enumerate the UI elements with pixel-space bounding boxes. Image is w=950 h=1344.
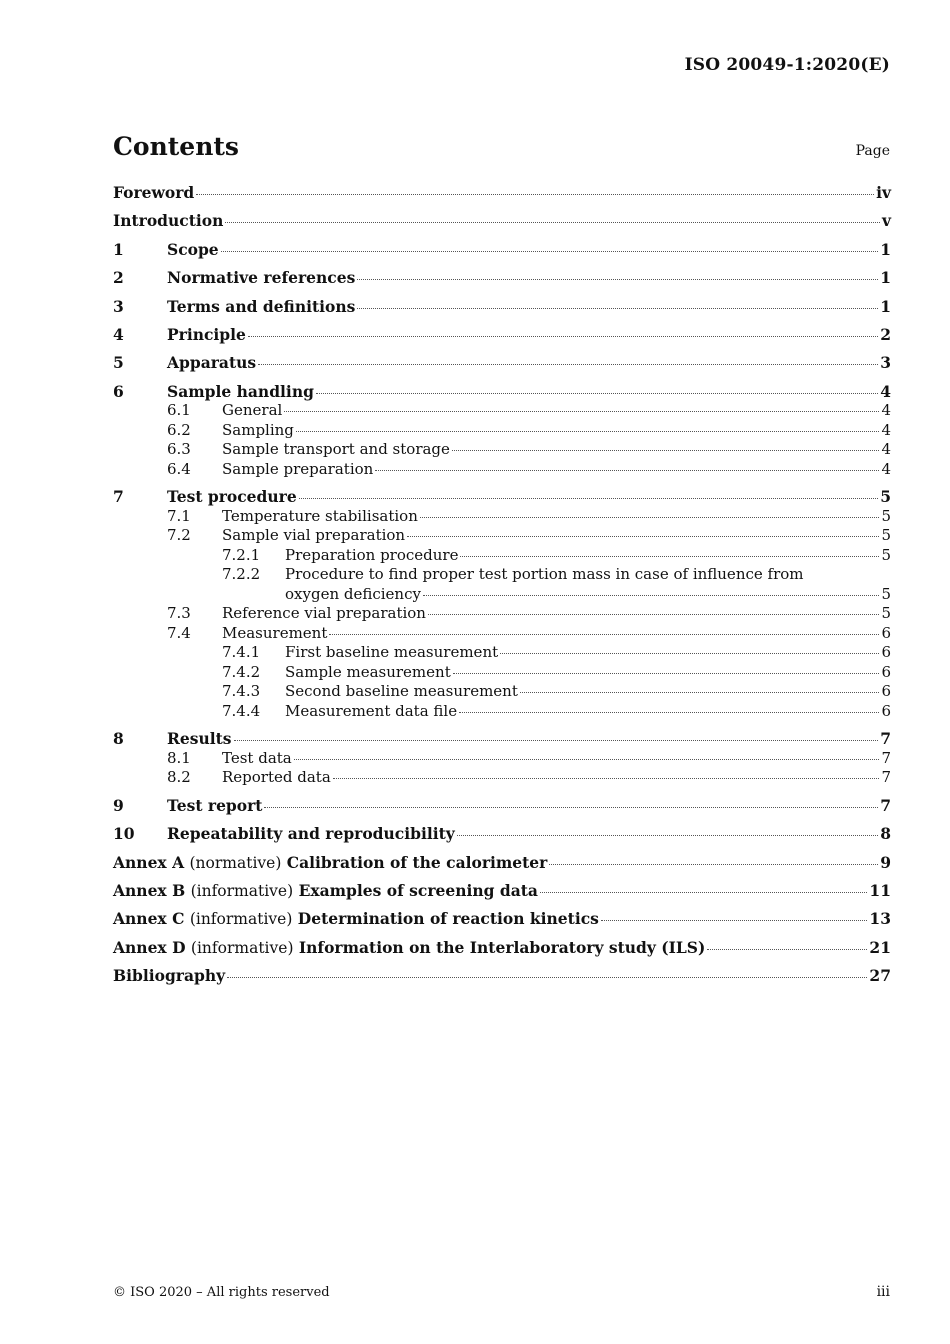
entry-page: 6: [881, 701, 891, 720]
entry-number: 6.1: [167, 401, 191, 420]
dot-leader: [296, 431, 880, 432]
entry-title-line1: Procedure to find proper test portion mass in case of influence from: [285, 565, 804, 584]
dot-leader: [316, 393, 878, 394]
toc-entry-introduction[interactable]: [113, 211, 891, 239]
entry-page: 5: [881, 506, 891, 525]
entry-title: Introduction: [113, 211, 224, 231]
dot-leader: [520, 692, 880, 693]
entry-page: 5: [881, 526, 891, 545]
entry-page: 1: [880, 239, 891, 259]
table-of-contents: [113, 183, 891, 994]
entry-title: Normative references: [167, 268, 356, 288]
footer-page-number: iii: [876, 1284, 890, 1300]
entry-page: 8: [880, 824, 891, 844]
entry-page: 7: [881, 768, 891, 787]
entry-number: 3: [113, 296, 124, 316]
dot-leader: [357, 308, 878, 309]
toc-entry-reference-vial-preparation[interactable]: [113, 604, 891, 624]
dot-leader: [221, 251, 879, 252]
dot-leader: [299, 498, 879, 499]
entry-page: 6: [881, 662, 891, 681]
entry-number: 1: [113, 239, 124, 259]
entry-title: Information on the Interlaboratory study (ILS): [298, 937, 706, 957]
toc-entry-temperature-stabilisation[interactable]: [113, 507, 891, 527]
entry-page: v: [881, 211, 891, 231]
dot-leader: [333, 778, 880, 779]
dot-leader: [407, 536, 879, 537]
entry-title: Bibliography: [113, 966, 226, 986]
toc-entry-test-procedure[interactable]: [113, 487, 891, 507]
entry-page: 4: [881, 459, 891, 478]
entry-title: Sample vial preparation: [222, 526, 406, 545]
toc-entry-sample-transport-and-storage[interactable]: [113, 440, 891, 460]
entry-page: 7: [880, 795, 891, 815]
dot-leader: [420, 517, 880, 518]
dot-leader: [375, 470, 879, 471]
entry-title: Sample preparation: [222, 459, 374, 478]
toc-entry-bibliography[interactable]: [113, 966, 891, 994]
toc-entry-annex-c[interactable]: [113, 909, 891, 937]
dot-leader: [460, 556, 879, 557]
entry-number: 7.2.1: [222, 545, 261, 564]
dot-leader: [549, 864, 878, 865]
entry-number: 6.3: [167, 440, 191, 459]
entry-title: Test data: [222, 748, 292, 767]
page-column-label: Page: [855, 143, 890, 159]
entry-title: Sample measurement: [285, 662, 451, 681]
entry-page: 4: [881, 440, 891, 459]
entry-page: 27: [869, 966, 891, 986]
entry-title: Examples of screening data: [298, 880, 538, 900]
toc-entry-second-baseline-measurement[interactable]: [113, 682, 891, 702]
entry-page: 3: [880, 353, 891, 373]
entry-page: 1: [880, 296, 891, 316]
entry-number: 7.4.4: [222, 701, 261, 720]
entry-number: 7.4.2: [222, 662, 261, 681]
entry-title: Results: [167, 729, 232, 749]
entry-title: Sample handling: [167, 381, 314, 401]
entry-number: 8: [113, 729, 124, 749]
entry-number: 7.1: [167, 506, 191, 525]
toc-entry-measurement[interactable]: [113, 624, 891, 644]
entry-title: Repeatability and reproducibility: [167, 824, 455, 844]
dot-leader: [457, 835, 878, 836]
footer-copyright: © ISO 2020 – All rights reserved: [113, 1285, 330, 1300]
entry-number: 8.2: [167, 768, 191, 787]
dot-leader: [227, 977, 867, 978]
entry-page: 4: [880, 381, 891, 401]
toc-entry-sample-vial-preparation[interactable]: [113, 526, 891, 546]
entry-page: 5: [881, 545, 891, 564]
toc-entry-first-baseline-measurement[interactable]: [113, 643, 891, 663]
toc-entry-annex-a[interactable]: [113, 853, 891, 881]
entry-title: Reported data: [222, 768, 331, 787]
toc-entry-proper-test-portion-mass-cont[interactable]: [113, 585, 891, 605]
entry-title: Foreword: [113, 183, 195, 202]
entry-title: Test report: [167, 795, 263, 815]
dot-leader: [423, 595, 879, 596]
dot-leader: [264, 807, 878, 808]
entry-number: 4: [113, 324, 124, 344]
entry-title: Measurement: [222, 623, 328, 642]
entry-title: Preparation procedure: [285, 545, 459, 564]
dot-leader: [294, 759, 880, 760]
toc-entry-terms-and-definitions[interactable]: [113, 297, 891, 325]
toc-entry-preparation-procedure[interactable]: [113, 546, 891, 566]
dot-leader: [453, 673, 880, 674]
entry-page: 11: [869, 880, 891, 900]
dot-leader: [234, 740, 879, 741]
entry-title: Principle: [167, 324, 246, 344]
toc-entry-scope[interactable]: [113, 240, 891, 268]
entry-number: 7.2.2: [222, 565, 261, 584]
entry-title: Determination of reaction kinetics: [297, 909, 599, 929]
entry-page: 4: [881, 401, 891, 420]
toc-entry-measurement-data-file[interactable]: [113, 702, 891, 722]
entry-number: 10: [113, 824, 135, 844]
toc-entry-sample-measurement[interactable]: [113, 663, 891, 683]
entry-page: 7: [881, 748, 891, 767]
entry-title: General: [222, 401, 283, 420]
toc-entry-foreword[interactable]: [113, 183, 891, 211]
toc-entry-annex-b[interactable]: [113, 881, 891, 909]
toc-entry-apparatus[interactable]: [113, 353, 891, 381]
toc-title: Contents: [113, 132, 240, 161]
entry-page: 1: [880, 268, 891, 288]
entry-title: Reference vial preparation: [222, 604, 426, 623]
annex-label: Annex A: [113, 852, 185, 872]
entry-page: 13: [869, 909, 891, 929]
dot-leader: [452, 450, 880, 451]
entry-title-line2: oxygen deficiency: [285, 584, 421, 603]
entry-page: 6: [881, 643, 891, 662]
entry-number: 8.1: [167, 748, 191, 767]
entry-number: 6: [113, 381, 124, 401]
annex-label: Annex B: [113, 880, 186, 900]
toc-entry-proper-test-portion-mass[interactable]: [113, 565, 891, 585]
dot-leader: [258, 364, 878, 365]
dot-leader: [284, 411, 879, 412]
entry-number: 6.4: [167, 459, 191, 478]
entry-page: 7: [880, 729, 891, 749]
entry-title: Temperature stabilisation: [222, 506, 418, 525]
entry-title: Second baseline measurement: [285, 682, 518, 701]
toc-entry-annex-d[interactable]: [113, 938, 891, 966]
dot-leader: [428, 614, 879, 615]
entry-page: 9: [880, 852, 891, 872]
toc-entry-test-data[interactable]: [113, 749, 891, 769]
toc-entry-general[interactable]: [113, 401, 891, 421]
entry-number: 7.4: [167, 623, 191, 642]
annex-label: Annex C: [113, 909, 185, 929]
annex-kind: (informative): [189, 910, 293, 929]
entry-page: 6: [881, 682, 891, 701]
dot-leader: [540, 892, 867, 893]
toc-entry-sampling[interactable]: [113, 421, 891, 441]
entry-number: 7.4.1: [222, 643, 261, 662]
entry-title: Calibration of the calorimeter: [286, 852, 548, 872]
entry-number: 7.2: [167, 526, 191, 545]
entry-number: 6.2: [167, 420, 191, 439]
entry-number: 7.3: [167, 604, 191, 623]
entry-title: Sample transport and storage: [222, 440, 450, 459]
dot-leader: [357, 279, 878, 280]
entry-title: Test procedure: [167, 487, 297, 507]
annex-label: Annex D: [113, 937, 186, 957]
entry-number: 7.4.3: [222, 682, 261, 701]
dot-leader: [329, 634, 879, 635]
dot-leader: [196, 194, 874, 195]
toc-entry-reported-data[interactable]: [113, 768, 891, 788]
entry-number: 5: [113, 353, 124, 373]
toc-entry-sample-handling[interactable]: [113, 382, 891, 402]
dot-leader: [248, 336, 878, 337]
entry-title: First baseline measurement: [285, 643, 499, 662]
dot-leader: [601, 920, 868, 921]
entry-number: 9: [113, 795, 124, 815]
dot-leader: [225, 222, 880, 223]
entry-page: 21: [869, 937, 891, 957]
annex-kind: (normative): [189, 853, 282, 872]
toc-entry-test-report[interactable]: [113, 796, 891, 824]
toc-entry-repeatability-and-reproducibility[interactable]: [113, 824, 891, 852]
toc-entry-normative-references[interactable]: [113, 268, 891, 296]
entry-title: Terms and definitions: [167, 296, 356, 316]
entry-number: 7: [113, 487, 124, 507]
entry-page: 6: [881, 623, 891, 642]
entry-number: 2: [113, 268, 124, 288]
entry-title: Apparatus: [167, 353, 257, 373]
dot-leader: [707, 949, 867, 950]
entry-page: 5: [880, 487, 891, 507]
entry-page: 4: [881, 420, 891, 439]
annex-kind: (informative): [190, 938, 294, 957]
toc-entry-results[interactable]: [113, 729, 891, 749]
annex-kind: (informative): [190, 881, 294, 900]
entry-title: Scope: [167, 239, 219, 259]
dot-leader: [500, 653, 879, 654]
document-code: ISO 20049-1:2020(E): [684, 55, 890, 75]
dot-leader: [459, 712, 879, 713]
entry-page: 5: [881, 604, 891, 623]
entry-title: Measurement data file: [285, 701, 458, 720]
entry-title: Sampling: [222, 420, 294, 439]
toc-entry-principle[interactable]: [113, 325, 891, 353]
entry-page: 2: [880, 324, 891, 344]
entry-page: 5: [881, 584, 891, 603]
entry-page: iv: [876, 183, 891, 202]
toc-entry-sample-preparation[interactable]: [113, 460, 891, 480]
